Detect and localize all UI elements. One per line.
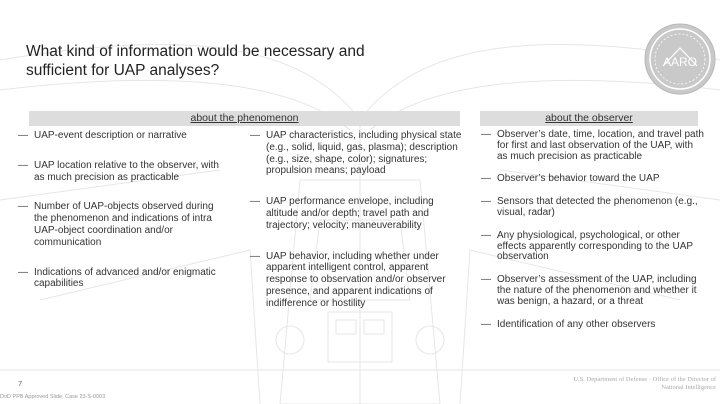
observer-column <box>481 130 705 342</box>
header-observer-label: about the observer <box>545 112 633 124</box>
list-item: — Observer’s behavior toward the UAP <box>481 174 705 185</box>
footer-approval-note: DoD PPB Approved Slide, Case 23-S-0003 <box>0 394 106 400</box>
list-item: — UAP behavior, including whether under apparent intelligent control, apparent response to observation and/or observer presence, and apparent indications of indifference or hostility <box>250 251 468 310</box>
list-item: — Number of UAP-objects observed during the phenomenon and indications of intra UAP-object coordination and/or communication <box>18 201 230 248</box>
list-item: — Sensors that detected the phenomenon (e.g., visual, radar) <box>481 197 705 219</box>
list-item: — Identification of any other observers <box>481 320 705 331</box>
list-item: — UAP performance envelope, including altitude and/or depth; travel path and trajectory; velocity; maneuverability <box>250 196 468 231</box>
header-about-the-phenomenon <box>29 111 460 126</box>
page-number: 7 <box>18 379 23 388</box>
aaro-seal-logo <box>643 22 717 96</box>
list-item: — Indications of advanced and/or enigmatic capabilities <box>18 267 230 291</box>
phenomenon-column-2 <box>250 130 468 329</box>
footer-agency-watermark: U.S. Department of Defense · Office of the Director of National Intelligence <box>573 376 716 391</box>
svg-text:AARO: AARO <box>662 55 698 69</box>
list-item: — Observer’s assessment of the UAP, including the nature of the phenomenon and whether it was benign, a hazard, or a threat <box>481 275 705 307</box>
header-phenomenon-label: about the phenomenon <box>190 112 299 124</box>
header-about-the-observer <box>480 111 698 126</box>
slide-title: What kind of information would be necessary and sufficient for UAP analyses? <box>26 43 365 79</box>
list-item: — UAP location relative to the observer, with as much precision as practicable <box>18 160 230 184</box>
list-item: — Observer’s date, time, location, and travel path for first and last observation of the UAP, with as much precision as practicable <box>481 130 705 162</box>
list-item: — Any physiological, psychological, or other effects apparently corresponding to the UAP observation <box>481 231 705 263</box>
list-item: — UAP characteristics, including physical state (e.g., solid, liquid, gas, plasma); description (e.g., size, shape, color); signatures; propulsion means; payload <box>250 130 468 177</box>
list-item: — UAP-event description or narrative <box>18 130 230 142</box>
phenomenon-column-1 <box>18 130 230 308</box>
